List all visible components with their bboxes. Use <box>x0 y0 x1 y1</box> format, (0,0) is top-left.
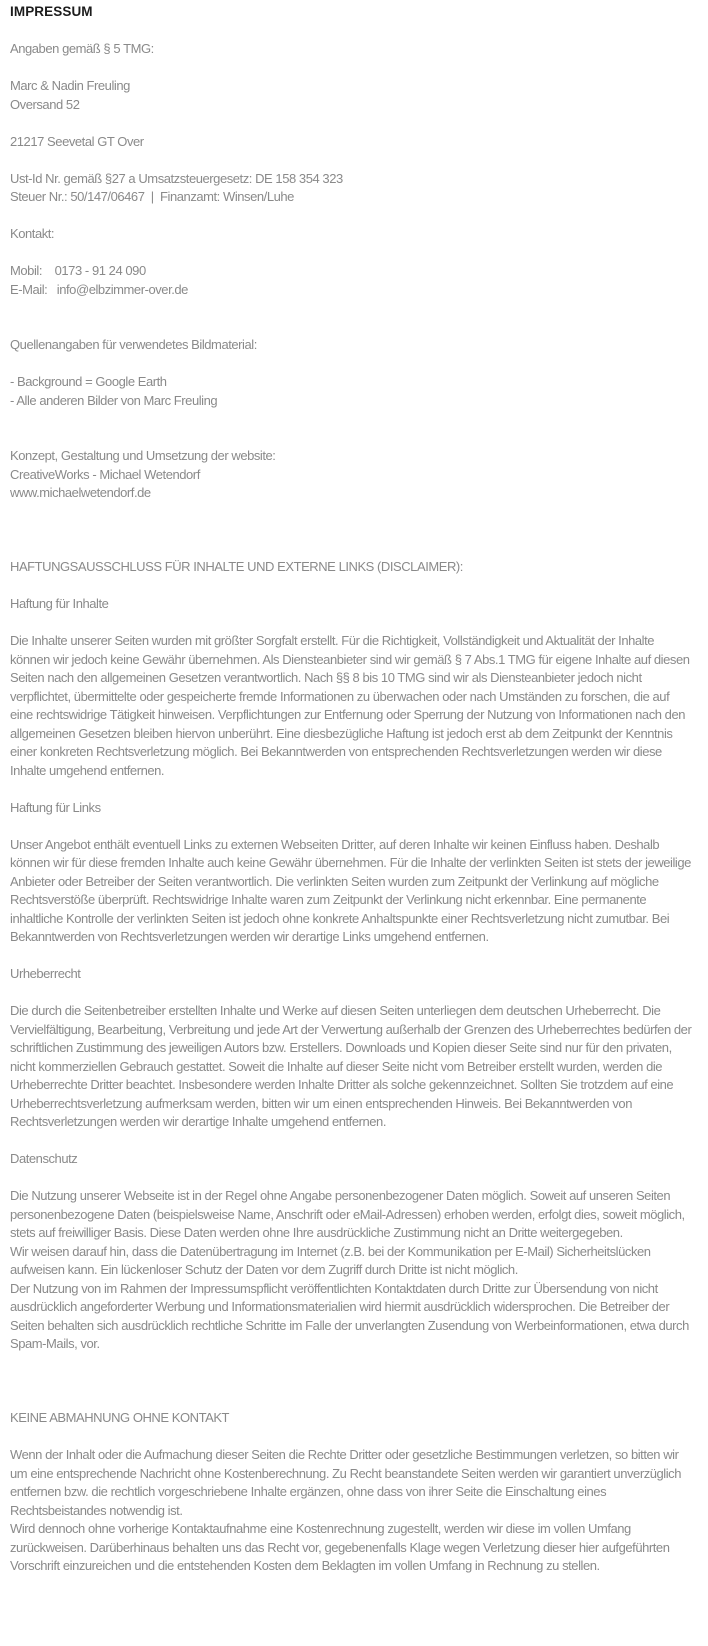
contact-label-line-0: Kontakt: <box>10 226 55 241</box>
no-warning-text-segment-0: Wenn der Inhalt oder die Aufmachung dieser Seiten die Rechte Dritter oder gesetzliche Bestimmungen verletzen, so bitten wir um eine entsprechende Nachricht ohne Kostenberechnung. Zu Recht beanstandete Seiten werden wir garantiert unverzüglich entfernen bzw. die rechtlich vorgeschriebene Inhalte ergänzen, ohne dass von ihrer Seite die Einschaltung eines Rechtsbeistandes notwendig ist. <box>10 1447 685 1518</box>
image-credits-list-line-0: - Background = Google Earth <box>10 374 167 389</box>
privacy-text-segment-1: Wir weisen darauf hin, dass die Datenübertragung im Internet (z.B. bei der Kommunikation per E-Mail) Sicherheitslücken aufweisen kann. Ein lückenloser Schutz der Daten vor dem Zugriff durch Dritte ist nicht möglich. <box>10 1243 654 1277</box>
tax-info-line-0: Ust-Id Nr. gemäß §27 a Umsatzsteuergesetz: DE 158 354 323 <box>10 170 343 186</box>
contact-label <box>10 225 692 244</box>
owner-address <box>10 77 692 114</box>
privacy-heading <box>10 1150 692 1169</box>
image-credits-list-line-1: - Alle anderen Bilder von Marc Freuling <box>10 392 218 408</box>
owner-address-line-0: Marc & Nadin Freuling <box>10 78 130 93</box>
website-credits-line-1: CreativeWorks - Michael Wetendorf <box>10 466 200 482</box>
privacy-text-segment-2: Der Nutzung von im Rahmen der Impressumspflicht veröffentlichten Kontaktdaten durch Dritte zur Übersendung von nicht ausdrücklich angeforderter Werbung und Informationsmaterialien wird hiermit ausdrücklich widersprochen. Die Betreiber der Seiten behalten sich ausdrücklich rechtliche Schritte im Falle der unverlangten Zusendung von Werbeinformationen, etwa durch Spam-Mails, vor. <box>10 1280 693 1351</box>
liability-links-text-segment-0: Unser Angebot enthält eventuell Links zu externen Webseiten Dritter, auf deren Inhalte wir keinen Einfluss haben. Deshalb können wir für diese fremden Inhalte auch keine Gewähr übernehmen. Für die Inhalte der verlinkten Seiten ist stets der jeweilige Anbieter oder Betreiber der Seiten verantwortlich. Die verlinkten Seiten wurden zum Zeitpunkt der Verlinkung auf mögliche Rechtsverstöße überprüft. Rechtswidrige Inhalte waren zum Zeitpunkt der Verlinkung nicht erkennbar. Eine permanente inhaltliche Kontrolle der verlinkten Seiten ist jedoch ohne konkrete Anhaltspunkte einer Rechtsverletzung nicht zumutbar. Bei Bekanntwerden von Rechtsverletzungen werden wir derartige Links umgehend entfernen. <box>10 836 694 944</box>
website-credits <box>10 447 692 503</box>
liability-content-text <box>10 632 692 780</box>
website-credits-line-0: Konzept, Gestaltung und Umsetzung der website: <box>10 448 276 463</box>
liability-content-heading <box>10 595 692 614</box>
contact-details <box>10 262 692 299</box>
privacy-text <box>10 1187 692 1354</box>
privacy-text-segment-0: Die Nutzung unserer Webseite ist in der Regel ohne Angabe personenbezogener Daten möglich. Soweit auf unseren Seiten personenbezogene Daten (beispielsweise Name, Anschrift oder eMail-Adressen) erhoben werden, erfolgt dies, soweit möglich, stets auf freiwilliger Basis. Diese Daten werden ohne Ihre ausdrückliche Zustimmung nicht an Dritte weitergegeben. <box>10 1188 688 1240</box>
liability-links-heading <box>10 799 692 818</box>
copyright-heading-line-0: Urheberrecht <box>10 966 81 981</box>
contact-details-line-1: E-Mail: info@elbzimmer-over.de <box>10 281 188 297</box>
tax-info <box>10 170 692 207</box>
privacy-heading-line-0: Datenschutz <box>10 1151 78 1166</box>
contact-details-line-0: Mobil: 0173 - 91 24 090 <box>10 263 146 278</box>
liability-links-heading-line-0: Haftung für Links <box>10 799 101 815</box>
page-title: IMPRESSUM <box>10 4 93 19</box>
image-credits-list <box>10 373 692 410</box>
copyright-text <box>10 1002 695 1132</box>
owner-address-line-1: Oversand 52 <box>10 96 80 112</box>
document-body <box>10 40 695 1576</box>
liability-content-text-segment-0: Die Inhalte unserer Seiten wurden mit größter Sorgfalt erstellt. Für die Richtigkeit, Vollständigkeit und Aktualität der Inhalte können wir jedoch keine Gewähr übernehmen. Als Diensteanbieter sind wir gemäß § 7 Abs.1 TMG für eigene Inhalte auf diesen Seiten nach den allgemeinen Gesetzen verantwortlich. Nach §§ 8 bis 10 TMG sind wir als Diensteanbieter jedoch nicht verpflichtet, übermittelte oder gespeicherte fremde Informationen zu überwachen oder nach Umständen zu forschen, die auf eine rechtswidrige Tätigkeit hinweisen. Verpflichtungen zur Entfernung oder Sperrung der Nutzung von Informationen nach den allgemeinen Gesetzen bleiben hiervon unberührt. Eine diesbezügliche Haftung ist jedoch erst ab dem Zeitpunkt der Kenntnis einer konkreten Rechtsverletzung möglich. Bei Bekanntwerden von entsprechenden Rechtsverletzungen werden wir diese Inhalte umgehend entfernen. <box>10 633 693 778</box>
no-warning-heading-line-0: KEINE ABMAHNUNG OHNE KONTAKT <box>10 1410 230 1425</box>
image-credits-label-line-0: Quellenangaben für verwendetes Bildmaterial: <box>10 337 257 352</box>
liability-content-heading-line-0: Haftung für Inhalte <box>10 596 109 611</box>
tax-info-line-1: Steuer Nr.: 50/147/06467 | Finanzamt: Winsen/Luhe <box>10 189 294 204</box>
tmg-note-line-0: Angaben gemäß § 5 TMG: <box>10 41 154 56</box>
disclaimer-heading <box>10 558 692 577</box>
liability-links-text <box>10 836 692 947</box>
no-warning-text-segment-1: Wird dennoch ohne vorherige Kontaktaufnahme eine Kostenrechnung zugestellt, werden wir diese im vollen Umfang zurückweisen. Darüberhinaus behalten uns das Recht vor, gegebenenfalls Klage wegen Verletzung dieser hier aufgeführten Vorschrift einzureichen und die entstehenden Kosten dem Beklagten im vollen Umfang in Rechnung zu stellen. <box>10 1521 673 1573</box>
copyright-heading <box>10 965 692 984</box>
no-warning-heading <box>10 1409 692 1428</box>
disclaimer-heading-line-0: HAFTUNGSAUSSCHLUSS FÜR INHALTE UND EXTERNE LINKS (DISCLAIMER): <box>10 559 463 574</box>
copyright-text-segment-0: Die durch die Seitenbetreiber erstellten Inhalte und Werke auf diesen Seiten unterliegen dem deutschen Urheberrecht. Die Vervielfältigung, Bearbeitung, Verbreitung und jede Art der Verwertung außerhalb der Grenzen des Urheberrechtes bedürfen der schriftlichen Zustimmung des jeweiligen Autors bzw. Erstellers. Downloads und Kopien dieser Seite sind nur für den privaten, nicht kommerziellen Gebrauch gestattet. Soweit die Inhalte auf dieser Seite nicht vom Betreiber erstellt wurden, werden die Urheberrechte Dritter beachtet. Insbesondere werden Inhalte Dritter als solche gekennzeichnet. Sollten Sie trotzdem auf eine Urheberrechtsverletzung aufmerksam werden, bitten wir um einen entsprechenden Hinweis. Bei Bekanntwerden von Rechtsverletzungen werden wir derartige Inhalte umgehend entfernen. <box>10 1003 695 1129</box>
city-line-line-0: 21217 Seevetal GT Over <box>10 133 144 149</box>
website-credits-line-2: www.michaelwetendorf.de <box>10 485 151 500</box>
city-line <box>10 133 692 152</box>
tmg-note <box>10 40 692 59</box>
no-warning-text <box>10 1446 692 1576</box>
image-credits-label <box>10 336 692 355</box>
